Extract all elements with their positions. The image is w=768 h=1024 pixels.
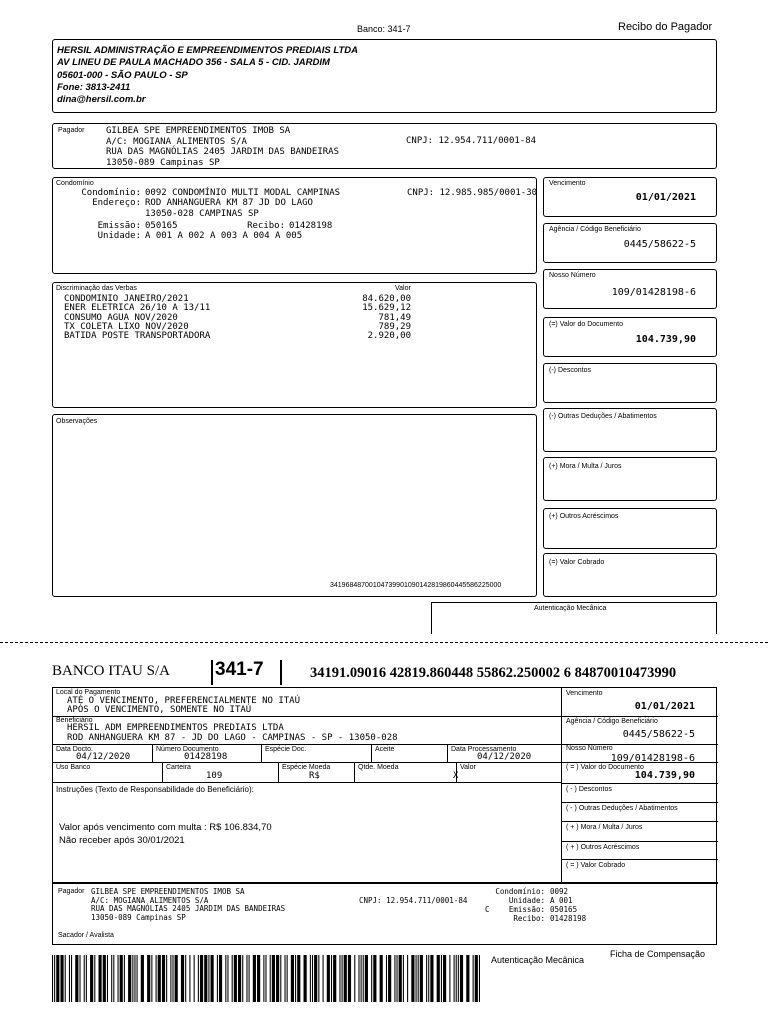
divider <box>278 762 279 782</box>
local-pagamento-line: APÓS O VENCIMENTO, SOMENTE NO ITAÚ <box>67 705 252 715</box>
outras-deducoes-box <box>543 408 717 452</box>
pagador-line: 13050-089 Campinas SP <box>106 157 220 168</box>
barcode-bar <box>166 955 167 1002</box>
barcode-bar <box>181 955 184 1002</box>
instrucoes-label: Instruções (Texto de Responsabilidade do Beneficiário): <box>56 785 254 794</box>
ficha-pagador-line: A/C: MOGIANA ALIMENTOS S/A <box>91 895 209 905</box>
barcode-bar <box>428 955 429 1002</box>
outros-acrescimos-box <box>543 508 717 549</box>
barcode-bar <box>137 955 138 1002</box>
barcode-bar <box>249 955 250 1002</box>
barcode-bar <box>399 955 402 1002</box>
barcode-bar <box>310 955 311 1002</box>
header-line: AV LINEU DE PAULA MACHADO 356 - SALA 5 - CID. JARDIM <box>57 57 330 69</box>
bank-code: 341-7 <box>387 24 411 34</box>
divider <box>53 716 561 717</box>
divider <box>162 762 163 782</box>
barcode-bar <box>60 955 63 1002</box>
barcode-bar <box>52 955 53 1002</box>
ficha-valor-documento-value: 104.739,90 <box>634 770 695 781</box>
nosso-numero-label: Nosso Número <box>549 272 596 279</box>
ficha-pagador-line: 13050-089 Campinas SP <box>91 912 186 922</box>
barcode-bar <box>339 955 340 1002</box>
barcode-bar <box>54 955 55 1002</box>
emissao-label: Emissão: <box>97 221 141 231</box>
barcode-bar <box>297 955 300 1002</box>
barcode-bar <box>361 955 362 1002</box>
barcode-bar <box>111 955 112 1002</box>
verbas-valor-label: Valor <box>395 285 411 292</box>
mora-label: (+) Mora / Multa / Juros <box>549 463 622 470</box>
barcode-bar <box>418 955 419 1002</box>
barcode-bar <box>342 955 343 1002</box>
header-line: dina@hersil.com.br <box>57 94 146 106</box>
local-pagamento <box>67 697 300 715</box>
ficha-nosso-numero-value: 109/01428198-6 <box>610 753 695 764</box>
barcode-bar <box>263 955 264 1002</box>
barcode-bar <box>333 955 336 1002</box>
barcode-bar <box>128 955 131 1002</box>
endereco-label: Endereço: <box>92 198 141 208</box>
barcode-bar <box>272 955 275 1002</box>
ficha-vencimento-label: Vencimento <box>566 690 603 697</box>
divider <box>561 859 718 860</box>
data-processamento-label: Data Processamento <box>451 746 517 753</box>
pagador-address <box>106 126 339 168</box>
bank-code-divider <box>280 660 282 685</box>
header-line: Fone: 3813-2411 <box>57 81 131 93</box>
barcode-bar <box>403 955 404 1002</box>
observacoes-label: Observações <box>56 418 98 425</box>
condominio-name: 0092 CONDOMÍNIO MULTI MODAL CAMPINAS <box>145 188 341 198</box>
local-pagamento-line: ATÉ O VENCIMENTO, PREFERENCIALMENTE NO ITAÚ <box>67 696 300 706</box>
barcode-bar <box>437 955 440 1002</box>
barcode-bar <box>175 955 178 1002</box>
ficha-pagador-line: GILBEA SPE EMPREENDIMENTOS IMOB SA <box>91 887 245 896</box>
emissao-value: 050165 <box>145 221 178 231</box>
barcode-bar <box>318 955 319 1002</box>
condominio-box-label: Condomínio <box>56 180 94 187</box>
barcode-bar <box>441 955 442 1002</box>
condominio-city: 13050-028 CAMPINAS SP <box>145 209 259 219</box>
verbas-descriptions <box>64 295 210 341</box>
carteira-label: Carteira <box>166 764 191 771</box>
barcode-bar <box>227 955 228 1002</box>
divider <box>53 782 561 783</box>
barcode-bar <box>158 955 161 1002</box>
ficha-valor-cobrado-label: ( = ) Valor Cobrado <box>566 862 626 869</box>
barcode-bar <box>327 955 330 1002</box>
recibo-value: 01428198 <box>289 221 333 231</box>
barcode-bar <box>354 955 355 1002</box>
barcode-bar <box>242 955 243 1002</box>
nosso-numero-value: 109/01428198-6 <box>611 287 696 298</box>
ficha-emissao-label: Emissão: <box>508 905 545 914</box>
barcode-bar <box>253 955 256 1002</box>
ficha-pagador-line: RUA DAS MAGNÓLIAS 2405 JARDIM DAS BANDEIRAS <box>91 904 286 913</box>
ficha-descontos-label: ( - ) Descontos <box>566 786 612 793</box>
data-processamento-value: 04/12/2020 <box>477 752 532 762</box>
verba-value: 781,49 <box>378 312 411 323</box>
divider <box>561 802 718 803</box>
barcode-bar <box>331 955 332 1002</box>
barcode-bar <box>217 955 218 1002</box>
barcode-bar <box>200 955 203 1002</box>
barcode-bar <box>314 955 317 1002</box>
barcode-bar <box>295 955 296 1002</box>
barcode-bar <box>219 955 222 1002</box>
barcode-bar <box>113 955 114 1002</box>
barcode-bar <box>124 955 125 1002</box>
barcode-bar <box>238 955 241 1002</box>
divider <box>561 716 718 717</box>
barcode-bar <box>365 955 368 1002</box>
barcode-bar <box>473 955 474 1002</box>
especie-moeda-label: Espécie Moeda <box>282 764 331 771</box>
data-docto-label: Data Docto. <box>56 746 93 753</box>
barcode-bar <box>426 955 427 1002</box>
instrucoes-line: Não receber após 30/01/2021 <box>59 835 185 846</box>
barcode-bar <box>407 955 408 1002</box>
divider <box>261 744 262 762</box>
barcode-bar <box>208 955 209 1002</box>
bank-label: Banco: <box>357 24 386 34</box>
ficha-pagador <box>91 888 285 922</box>
verba-desc: TX COLETA LIXO NOV/2020 <box>64 321 189 332</box>
ficha-unidade-label: Unidade: <box>508 896 545 905</box>
especie-moeda-value: R$ <box>309 771 320 781</box>
divider <box>561 688 562 882</box>
barcode-bar <box>380 955 383 1002</box>
unidade-value: A 001 A 002 A 003 A 004 A 005 <box>145 231 303 241</box>
verba-desc: CONSUMO AGUA NOV/2020 <box>64 312 178 323</box>
valor-documento-box <box>543 317 717 357</box>
header-line: 05601-000 - SÃO PAULO - SP <box>57 69 188 81</box>
carteira-value: 109 <box>206 771 223 781</box>
valor-label: Valor <box>460 764 476 771</box>
ficha-recibo-value: 01428198 <box>550 914 587 923</box>
ficha-condominio-label: Condomínio: <box>495 887 545 896</box>
barcode-bar <box>371 955 372 1002</box>
descontos-box <box>543 363 717 403</box>
barcode-bar <box>460 955 463 1002</box>
barcode-bar <box>257 955 260 1002</box>
linha-digitavel: 34191.09016 42819.860448 55862.250002 6 84870010473990 <box>310 665 677 681</box>
receipt-bank-code <box>357 24 411 34</box>
barcode-bar <box>291 955 294 1002</box>
company-header <box>57 45 358 106</box>
agencia-value: 0445/58622-5 <box>623 239 696 250</box>
barcode-bar <box>443 955 446 1002</box>
barcode-bar <box>90 955 93 1002</box>
ficha-agencia-label: Agência / Código Beneficiário <box>566 718 658 725</box>
verba-value: 789,29 <box>378 321 411 332</box>
barcode-bar <box>388 955 391 1002</box>
verba-desc: BATIDA POSTE TRANSPORTADORA <box>64 331 211 342</box>
barcode-bar <box>458 955 459 1002</box>
outros-acrescimos-label: (+) Outros Acréscimos <box>549 513 619 520</box>
valor-documento-label: (=) Valor do Documento <box>549 321 623 328</box>
especie-doc-label: Espécie Doc. <box>265 746 307 753</box>
barcode-bar <box>86 955 87 1002</box>
barcode-bar <box>156 955 157 1002</box>
barcode-bar <box>56 955 59 1002</box>
beneficiario-line: ROD ANHANGUERA KM 87 - JD DO LAGO - CAMPINAS - SP - 13050-028 <box>67 733 398 743</box>
barcode-bar <box>69 955 70 1002</box>
barcode-bar <box>103 955 106 1002</box>
ficha-recibo-label: Recibo: <box>513 914 545 923</box>
aceite-label: Aceite <box>375 746 395 753</box>
numero-documento-label: Número Documento <box>156 746 219 753</box>
receipt-autenticacao-area <box>431 602 717 634</box>
qtde-moeda-label: Qtde. Moeda <box>358 764 399 771</box>
divider <box>561 783 718 784</box>
valor-cobrado-box <box>543 553 717 597</box>
barcode-bar <box>304 955 307 1002</box>
barcode-bar <box>118 955 119 1002</box>
barcode-bar <box>449 955 450 1002</box>
verba-value: 84.620,00 <box>362 294 411 304</box>
barcode-bar <box>287 955 288 1002</box>
barcode-bar <box>323 955 324 1002</box>
beneficiario <box>67 723 398 743</box>
barcode-bar <box>94 955 95 1002</box>
barcode-bar <box>141 955 144 1002</box>
pagador-line: A/C: MOGIANA ALIMENTOS S/A <box>106 136 247 147</box>
pagador-cnpj: CNPJ: 12.954.711/0001-84 <box>406 136 537 146</box>
barcode-bar <box>416 955 417 1002</box>
barcode-bar <box>312 955 313 1002</box>
local-pagamento-label: Local do Pagamento <box>56 689 121 696</box>
condominio-box <box>52 177 537 274</box>
outras-deducoes-label: (-) Outras Deduções / Abatimentos <box>549 413 657 420</box>
barcode-bar <box>147 955 150 1002</box>
barcode-bar <box>99 955 102 1002</box>
barcode-bar <box>172 955 173 1002</box>
ficha-condominio-value: 0092 <box>550 887 569 896</box>
barcode-bar <box>198 955 199 1002</box>
barcode-bar <box>430 955 433 1002</box>
valor-documento-value: 104.739,90 <box>635 334 696 345</box>
barcode-bar <box>475 955 478 1002</box>
data-docto-value: 04/12/2020 <box>76 752 131 762</box>
barcode-bar <box>225 955 226 1002</box>
cut-line <box>0 642 768 643</box>
barcode-bar <box>185 955 186 1002</box>
divider <box>354 762 355 782</box>
uso-banco-label: Uso Banco <box>56 764 91 771</box>
ficha-vencimento-value: 01/01/2021 <box>634 701 695 712</box>
condominio-cnpj: CNPJ: 12.985.985/0001-30 <box>407 188 538 198</box>
ficha-pagador-cnpj: CNPJ: 12.954.711/0001-84 <box>359 896 468 905</box>
pagador-line: RUA DAS MAGNÓLIAS 2405 JARDIM DAS BANDEIRAS <box>106 147 339 157</box>
barcode-bar <box>204 955 207 1002</box>
divider <box>561 841 718 842</box>
verba-value: 2.920,00 <box>367 331 411 342</box>
barcode-bar <box>386 955 387 1002</box>
agencia-label: Agência / Código Beneficiário <box>549 226 641 233</box>
valor-cobrado-label: (=) Valor Cobrado <box>549 559 605 566</box>
barcode-bar <box>276 955 279 1002</box>
ficha-mora-label: ( + ) Mora / Multa / Juros <box>566 824 643 831</box>
barcode-bar <box>194 955 195 1002</box>
barcode-bar <box>120 955 123 1002</box>
nosso-numero-box <box>543 269 717 309</box>
barcode-bar <box>363 955 364 1002</box>
unidade-label: Unidade: <box>97 231 141 241</box>
barcode-bar <box>344 955 347 1002</box>
ficha-bank-name: BANCO ITAU S/A <box>52 663 170 679</box>
ficha-agencia-value: 0445/58622-5 <box>622 729 695 740</box>
pagador-line: GILBEA SPE EMPREENDIMENTOS IMOB SA <box>106 126 291 136</box>
divider <box>561 821 718 822</box>
verba-value: 15.629,12 <box>362 303 411 314</box>
barcode-bar <box>394 955 395 1002</box>
ficha-autenticacao-label: Autenticação Mecânica <box>491 955 585 965</box>
barcode-bar <box>348 955 351 1002</box>
condominio-field-label: Condomínio: <box>81 188 141 198</box>
bank-code-divider <box>211 660 213 685</box>
pagador-box <box>52 123 717 169</box>
endereco-value: ROD ANHANGUERA KM 87 JD DO LAGO <box>145 198 313 208</box>
ficha-outros-acrescimos-label: ( + ) Outros Acréscimos <box>566 844 640 851</box>
vencimento-value: 01/01/2021 <box>635 192 696 203</box>
barcode-bar <box>280 955 281 1002</box>
barcode-bar <box>397 955 398 1002</box>
divider <box>53 744 561 745</box>
barcode <box>52 955 480 1002</box>
barcode-bar <box>466 955 469 1002</box>
barcode-bar <box>246 955 247 1002</box>
valor-value: X <box>453 771 459 781</box>
recibo-label: Recibo: <box>247 221 285 231</box>
vencimento-box <box>543 177 717 217</box>
receipt-autenticacao-label: Autenticação Mecânica <box>534 605 607 612</box>
ficha-nosso-numero-label: Nosso Número <box>566 745 613 752</box>
barcode-bar <box>234 955 237 1002</box>
ficha-frame <box>52 687 717 945</box>
divider <box>447 744 448 762</box>
observacoes-box <box>52 414 537 597</box>
ficha-valor-documento-label: ( = ) Valor do Documento <box>566 764 644 771</box>
divider <box>371 744 372 762</box>
barcode-bar <box>71 955 72 1002</box>
verbas-values <box>343 295 411 341</box>
barcode-bar <box>162 955 165 1002</box>
barcode-bar <box>420 955 423 1002</box>
verba-desc: CONDOMINIO JANEIRO/2021 <box>64 294 189 304</box>
header-line: HERSIL ADMINISTRAÇÃO E EMPREENDIMENTOS PREDIAIS LTDA <box>57 45 359 56</box>
receipt-title: Recibo do Pagador <box>618 21 713 33</box>
ficha-outras-deducoes-label: ( - ) Outras Deduções / Abatimentos <box>566 805 678 812</box>
beneficiario-label: Beneficiário <box>56 717 93 724</box>
mora-box <box>543 457 717 501</box>
barcode-bar <box>373 955 376 1002</box>
vencimento-label: Vencimento <box>549 180 586 187</box>
ficha-unidade-value: A 001 <box>550 896 573 905</box>
ficha-c-mark: C <box>485 905 490 914</box>
barcode-bar <box>189 955 190 1002</box>
barcode-bar <box>456 955 457 1002</box>
barcode-bar <box>454 955 455 1002</box>
verbas-label: Discriminação das Verbas <box>56 285 137 292</box>
barcode-bar <box>84 955 85 1002</box>
barcode-bar <box>265 955 266 1002</box>
barcode-number: 34196848700104739901090142819860445586225000 <box>330 582 502 589</box>
barcode-bar <box>65 955 66 1002</box>
barcode-bar <box>232 955 233 1002</box>
verba-desc: ENER ELETRICA 26/10 A 13/11 <box>64 303 211 314</box>
barcode-bar <box>170 955 171 1002</box>
barcode-bar <box>151 955 152 1002</box>
pagador-label: Pagador <box>58 127 85 134</box>
barcode-bar <box>358 955 359 1002</box>
divider <box>53 882 718 884</box>
ficha-emissao-value: 050165 <box>550 905 578 914</box>
barcode-bar <box>270 955 271 1002</box>
instrucoes-line: Valor após vencimento com multa : R$ 106.834,70 <box>59 822 272 833</box>
barcode-bar <box>411 955 414 1002</box>
beneficiario-line: HERSIL ADM EMPREENDIMENTOS PREDIAIS LTDA <box>67 723 284 733</box>
numero-documento-value: 01428198 <box>184 752 228 762</box>
barcode-bar <box>132 955 133 1002</box>
ficha-bank-code: 341-7 <box>215 659 264 680</box>
barcode-bar <box>79 955 80 1002</box>
barcode-bar <box>211 955 214 1002</box>
descontos-label: (-) Descontos <box>549 367 592 374</box>
barcode-bar <box>479 955 480 1002</box>
agencia-box <box>543 223 717 263</box>
barcode-bar <box>284 955 285 1002</box>
divider <box>152 744 153 762</box>
ficha-pagador-label: Pagador <box>58 888 85 895</box>
header-box <box>52 39 717 113</box>
barcode-bar <box>75 955 78 1002</box>
barcode-bar <box>107 955 108 1002</box>
barcode-bar <box>134 955 135 1002</box>
ficha-compensacao-label: Ficha de Compensação <box>610 949 706 959</box>
verbas-box <box>52 282 537 408</box>
sacador-avalista-label: Sacador / Avalista <box>58 932 114 939</box>
